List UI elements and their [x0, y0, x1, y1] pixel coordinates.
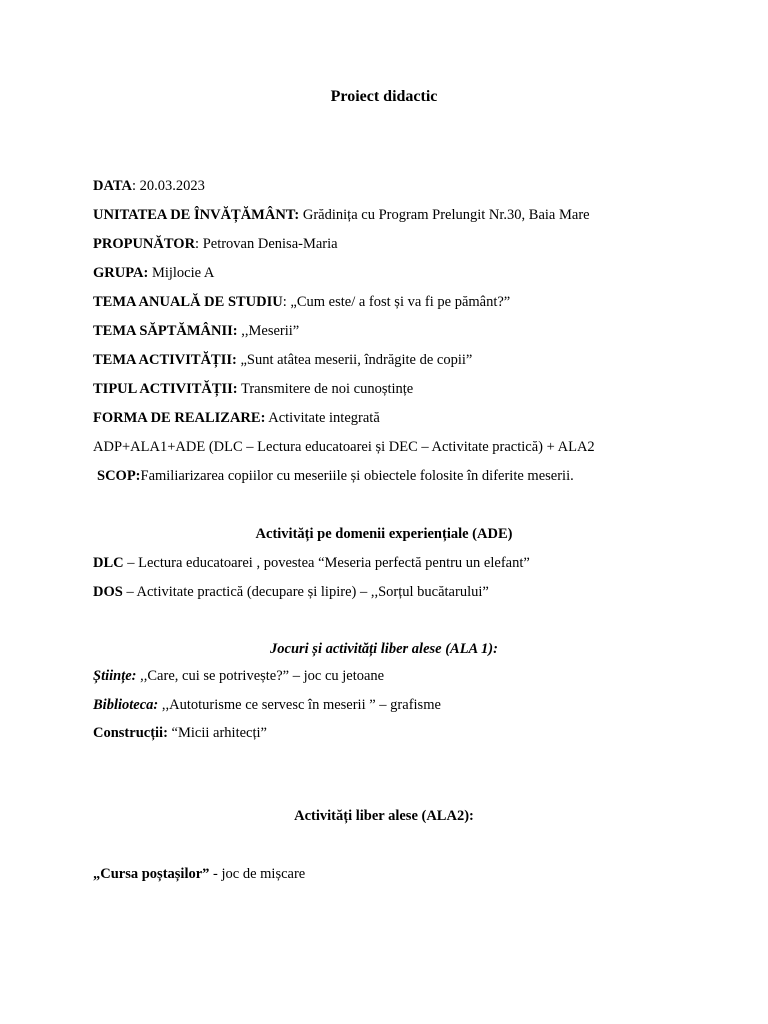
weekly-theme-value: ,,Meserii”: [237, 323, 300, 339]
game-label: „Cursa poștașilor”: [93, 866, 210, 882]
activity-theme-value: „Sunt atâtea meserii, îndrăgite de copii”: [236, 352, 473, 368]
activity-theme-line: [93, 350, 472, 370]
dlc-line: [93, 553, 530, 573]
ade-heading: Activități pe domenii experiențiale (ADE): [255, 526, 513, 542]
proposer-value: : Petrovan Denisa-Maria: [195, 236, 338, 252]
weekly-theme-line: [93, 321, 299, 341]
date-label: DATA: [93, 178, 132, 194]
dlc-value: – Lectura educatoarei , povestea “Meseria perfectă pentru un elefant”: [123, 555, 530, 571]
date-value: : 20.03.2023: [131, 178, 205, 194]
institution-label: UNITATEA DE ÎNVĂȚĂMÂNT:: [93, 207, 300, 223]
annual-theme-line: [93, 292, 510, 312]
form-label: FORMA DE REALIZARE:: [93, 410, 266, 426]
game-value: - joc de mișcare: [209, 866, 306, 882]
document-title: Proiect didactic: [330, 88, 438, 105]
activity-type-line: [93, 379, 413, 399]
institution-value: Grădinița cu Program Prelungit Nr.30, Baia Mare: [299, 207, 590, 223]
annual-theme-label: TEMA ANUALĂ DE STUDIU: [93, 294, 283, 310]
activity-type-value: Transmitere de noi cunoștințe: [237, 381, 414, 397]
activity-type-label: TIPUL ACTIVITĂȚII:: [93, 381, 238, 397]
institution-line: [93, 205, 590, 225]
structure-line: ADP+ALA1+ADE (DLC – Lectura educatoarei și DEC – Activitate practică) + ALA2: [93, 439, 595, 455]
science-label: Științe:: [93, 668, 137, 684]
ala2-heading: Activități liber alese (ALA2):: [294, 808, 474, 824]
library-value: ,,Autoturisme ce servesc în meserii ” – grafisme: [158, 697, 441, 713]
form-value: Activitate integrată: [265, 410, 380, 426]
dos-line: [93, 582, 489, 602]
dos-label: DOS: [93, 584, 123, 600]
dlc-label: DLC: [93, 555, 124, 571]
science-value: ,,Care, cui se potrivește?” – joc cu jetoane: [136, 668, 385, 684]
constructions-label: Construcții:: [93, 725, 168, 741]
library-line: [93, 695, 441, 715]
group-value: Mijlocie A: [148, 265, 215, 281]
science-line: [93, 666, 384, 686]
ala1-heading: Jocuri și activități liber alese (ALA 1):: [270, 641, 498, 657]
form-line: [93, 408, 380, 428]
proposer-label: PROPUNĂTOR: [93, 236, 196, 252]
group-line: [93, 263, 214, 283]
date-line: [93, 176, 205, 196]
constructions-line: [93, 723, 267, 743]
weekly-theme-label: TEMA SĂPTĂMÂNII:: [93, 323, 238, 339]
game-line: [93, 864, 305, 884]
group-label: GRUPA:: [93, 265, 149, 281]
annual-theme-value: : „Cum este/ a fost și va fi pe pământ?”: [282, 294, 511, 310]
scope-line: [97, 466, 574, 486]
dos-value: – Activitate practică (decupare și lipire) – ,,Sorțul bucătarului”: [122, 584, 489, 600]
constructions-value: “Micii arhitecți”: [167, 725, 267, 741]
library-label: Biblioteca:: [93, 697, 159, 713]
proposer-line: [93, 234, 338, 254]
scope-label: SCOP:: [97, 468, 141, 484]
activity-theme-label: TEMA ACTIVITĂȚII:: [93, 352, 237, 368]
scope-value: Familiarizarea copiilor cu meseriile și obiectele folosite în diferite meserii.: [140, 468, 574, 484]
